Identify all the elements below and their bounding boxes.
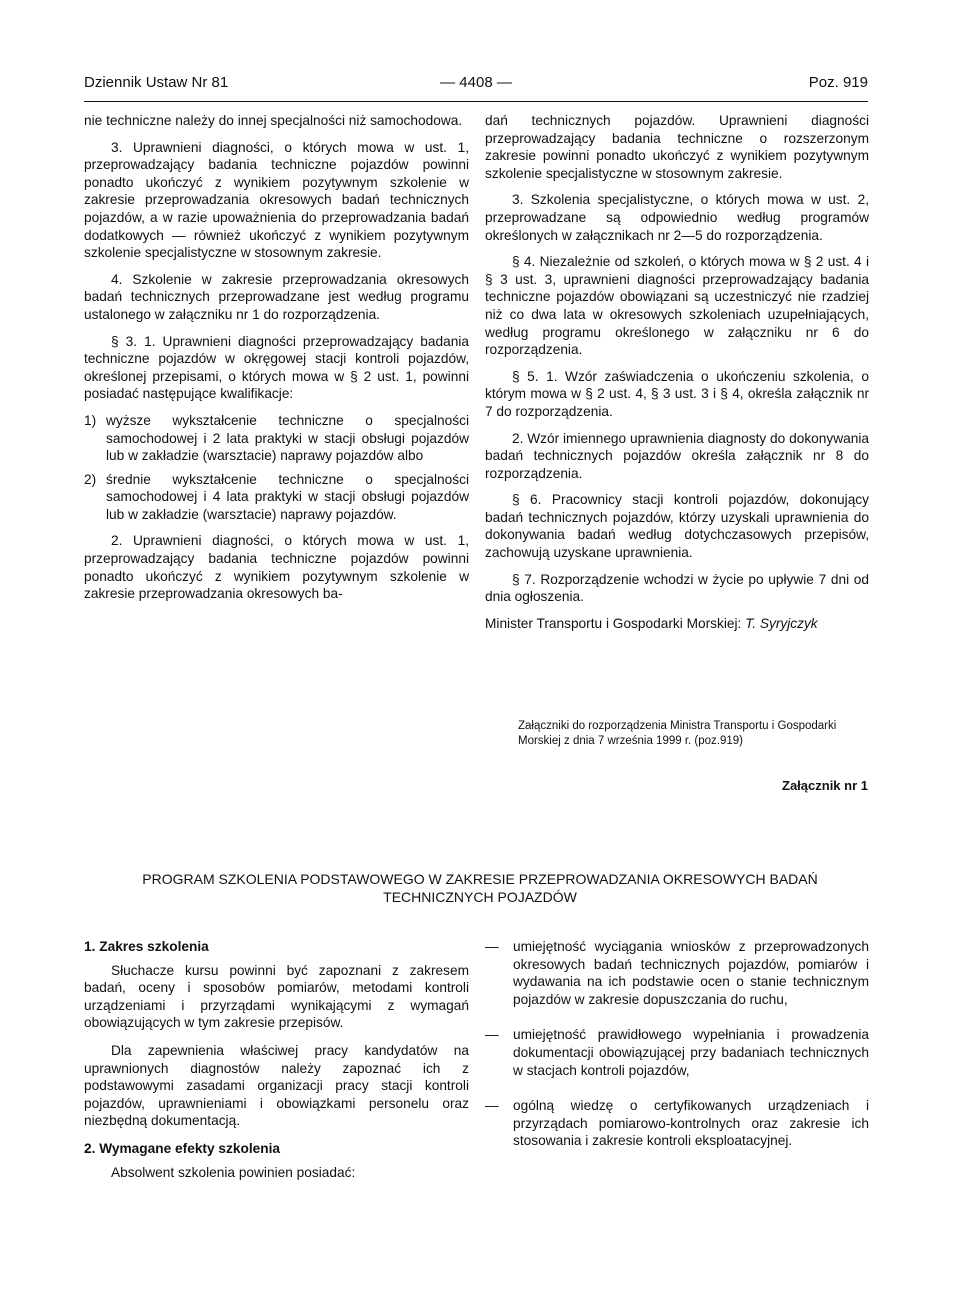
left-column [84, 112, 469, 612]
right-paragraph-2: 3. Szkolenia specjalistyczne, o których mowa w ust. 2, przeprowadzane są odpowiednio według programów określonych w załącznikach nr 2—5 do rozporządzenia. [485, 192, 869, 243]
right-column [485, 112, 869, 641]
left-paragraph-2: 3. Uprawnieni diagności, o których mowa w ust. 1, przeprowadzający badania techniczne pojazdów powinni ponadto ukończyć z wynikiem pozytywnym szkolenie w zakresie przeprowadzania okresowych badań technicznych pojazdów, a w razie upoważnienia do przeprowadzania badań dodatkowych — również ukończyć z wynikiem pozytywnym szkolenie specjalistyczne w stosownym zakresie. [84, 139, 469, 261]
right-paragraph-4: § 5. 1. Wzór zaświadczenia o ukończeniu szkolenia, o którym mowa w § 2 ust. 4, § 3 ust. 3 i § 4, określa załącznik nr 7 do rozporządzenia. [485, 368, 869, 419]
section-1-heading: 1. Zakres szkolenia [84, 939, 209, 954]
left-paragraph-5: 2. Uprawnieni diagności, o których mowa w ust. 1, przeprowadzający badania techniczne pojazdów powinni ponadto ukończyć z wynikiem pozytywnym szkolenie w zakresie przeprowadzania okresowych ba- [84, 533, 469, 602]
program-title-line-2: TECHNICZNYCH POJAZDÓW [383, 889, 577, 905]
list-item-text: wyższe wykształcenie techniczne o specjalności samochodowej i 2 lata praktyki w stacji obsługi pojazdów lub w zakładzie (warsztacie) naprawy pojazdów albo [106, 412, 469, 464]
page-number: — 4408 — [440, 74, 512, 91]
page-header [84, 74, 868, 98]
list-item-number: 2) [84, 471, 97, 487]
section-2-paragraph-1: Absolwent szkolenia powinien posiadać: [111, 1164, 356, 1180]
qualifications-list [84, 412, 469, 524]
section-right-column [485, 938, 869, 1168]
list-item-text: ogólną wiedzę o certyfikowanych urządzeniach i przyrządach pomiarowo-kontrolnych oraz zakresie ich stosowania i zakresie kontroli eksploatacyjnej. [513, 1098, 869, 1149]
program-title [100, 870, 860, 906]
right-paragraph-6: § 6. Pracownicy stacji kontroli pojazdów, dokonujący badań technicznych pojazdów, którzy uzyskali uprawnienia do dokonywania badań według dotychczasowych przepisów, zachowują uzyskane uprawnienia. [485, 492, 869, 561]
list-item-text: średnie wykształcenie techniczne o specjalności samochodowej i 4 lata praktyki w stacji obsługi pojazdów lub w zakładzie (warsztacie) naprawy pojazdów. [106, 471, 469, 522]
dash-marker: — [485, 1098, 499, 1114]
section-1-paragraph-1: Słuchacze kursu powinni być zapoznani z zakresem badań, oceny i sposobów pomiarów, metodami kontroli urządzeniami i przyrządami wynikającymi z wymagań obowiązujących w tym zakresie przepisów. [84, 962, 469, 1031]
signature [485, 615, 869, 633]
list-item-number: 1) [84, 412, 97, 428]
list-item [84, 471, 469, 524]
right-paragraph-5: 2. Wzór imiennego uprawnienia diagnosty do dokonywania badań technicznych pojazdów określa załącznik nr 8 do rozporządzenia. [485, 430, 869, 481]
list-item [485, 1097, 869, 1150]
signature-prefix: Minister Transportu i Gospodarki Morskiej: [485, 615, 746, 631]
right-paragraph-3: § 4. Niezależnie od szkoleń, o których mowa w § 2 ust. 4 i § 3 ust. 3, uprawnieni diagności przeprowadzający badania techniczne pojazdów obowiązani są uczestniczyć nie rzadziej niż co dwa lata w okresowych szkoleniach uzupełniających, według programu określonego w załączniku nr 6 do rozporządzenia. [485, 254, 869, 358]
section-left-column [84, 938, 469, 1191]
header-rule [84, 101, 868, 102]
right-paragraph-1: dań technicznych pojazdów. Uprawnieni diagności przeprowadzający badania techniczne o rozszerzonym zakresie powinni ponadto ukończyć z wynikiem pozytywnym szkolenie specjalistyczne w stosownym zakresie. [485, 113, 869, 181]
left-paragraph-4: § 3. 1. Uprawnieni diagności przeprowadzający badania techniczne pojazdów w okręgowej stacji kontroli pojazdów, określonej przepisami, o których mowa w § 2 ust. 1, powinni posiadać następujące kwalifikacje: [84, 333, 469, 402]
annex-note: Załączniki do rozporządzenia Ministra Transportu i Gospodarki Morskiej z dnia 7 września 1999 r. (poz.919) [518, 720, 837, 747]
section-1-paragraph-2: Dla zapewnienia właściwej pracy kandydatów na uprawnionych diagnostów należy zapoznać ich z podstawowymi zasadami organizacji pracy stacji kontroli pojazdów, uprawnieniami i obowiązkami personelu oraz niezbędną dokumentacją. [84, 1042, 469, 1129]
signature-name: T. Syryjczyk [745, 615, 818, 631]
position-number: Poz. 919 [808, 74, 868, 91]
left-paragraph-1: nie techniczne należy do innej specjalności niż samochodowa. [84, 113, 463, 128]
right-paragraph-7: § 7. Rozporządzenie wchodzi w życie po upływie 7 dni od dnia ogłoszenia. [485, 571, 869, 605]
section-2-heading: 2. Wymagane efekty szkolenia [84, 1140, 281, 1156]
program-title-line-1: PROGRAM SZKOLENIA PODSTAWOWEGO W ZAKRESIE PRZEPROWADZANIA OKRESOWYCH BADAŃ [142, 871, 818, 887]
dash-marker: — [485, 939, 499, 954]
journal-title: Dziennik Ustaw Nr 81 [84, 74, 229, 91]
effects-list [485, 938, 869, 1150]
list-item [485, 1026, 869, 1079]
list-item [84, 412, 469, 465]
list-item-text: umiejętność prawidłowego wypełniania i prowadzenia dokumentacji obowiązującej przy badaniach technicznych w stacjach kontroli pojazdów, [513, 1027, 869, 1078]
list-item [485, 938, 869, 1008]
list-item-text: umiejętność wyciągania wniosków z przeprowadzonych okresowych badań technicznych pojazdów, pomiarów i wydawania na ich podstawie ocen o stanie technicznym pojazdów w zakresie dopuszczania do ruchu, [513, 939, 869, 1007]
dash-marker: — [485, 1027, 499, 1043]
left-paragraph-3: 4. Szkolenie w zakresie przeprowadzania okresowych badań technicznych przeprowadzane jest według programu ustalonego w załączniku nr 1 do rozporządzenia. [84, 271, 469, 322]
annex-label: Załącznik nr 1 [782, 778, 868, 793]
